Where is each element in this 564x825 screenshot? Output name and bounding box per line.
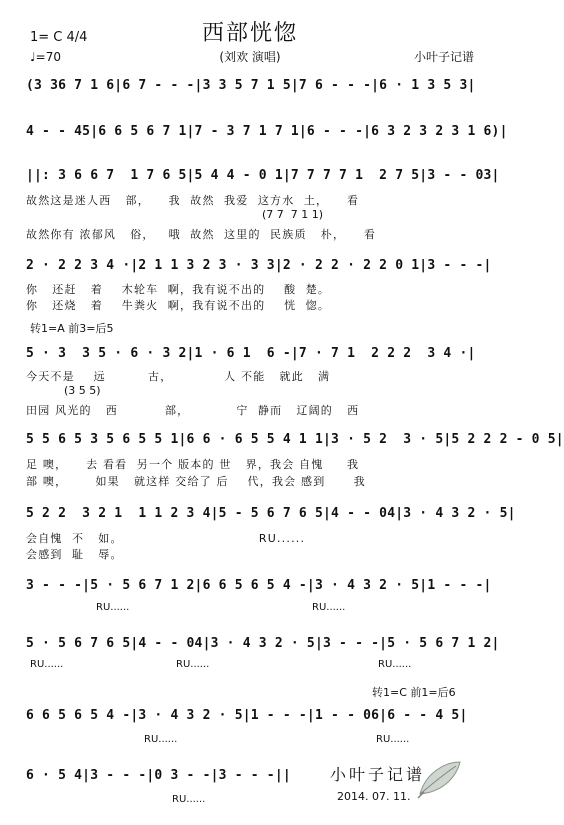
lyric-line: 会自愧 不 如。 RU...... <box>26 532 306 545</box>
vocal-ru: RU...... <box>376 734 410 745</box>
notation-line: (3 36 7 1 6|6 7 - - -|3 3 5 7 1 5|7 6 - - -|6 · 1 3 5 3| <box>26 78 476 93</box>
variant-note: (3 5 5) <box>64 384 101 397</box>
vocal-ru: RU...... <box>312 602 346 613</box>
transcription-date: 2014. 07. 11. <box>337 790 411 803</box>
lyric-line: 你 还赶 着 木轮车 啊，我有说不出的 酸 楚。 <box>26 283 331 296</box>
lyric-line: 你 还烧 着 牛粪火 啊，我有说不出的 恍 惚。 <box>26 299 331 312</box>
vocal-ru: RU...... <box>30 659 64 670</box>
notation-line: 5 · 3 3 5 · 6 · 3 2|1 · 6 1 6 -|7 · 7 1 2 2 2 3 4 ·| <box>26 346 476 361</box>
song-title: 西部恍惚 <box>201 21 298 46</box>
notation-line: 5 · 5 6 7 6 5|4 - - 04|3 · 4 3 2 · 5|3 - - -|5 · 5 6 7 1 2| <box>26 636 500 651</box>
notation-line: 4 - - 45|6 6 5 6 7 1|7 - 3 7 1 7 1|6 - - -|6 3 2 3 2 3 1 6)| <box>26 124 508 139</box>
lyric-line: 故然你有 浓郁风 俗， 哦 故然 这里的 民族质 朴， 看 <box>26 228 377 241</box>
vocal-ru: RU...... <box>176 659 210 670</box>
lyric-line: 足 噢， 去 看看 另一个 版本的 世 界，我会 自愧 我 <box>26 458 360 471</box>
notation-line: 5 5 6 5 3 5 6 5 5 1|6 6 · 6 5 5 4 1 1|3 · 5 2 3 · 5|5 2 2 2 - 0 5| <box>26 432 564 447</box>
performer-credit: (刘欢 演唱) <box>219 50 281 64</box>
notation-line: 5 2 2 3 2 1 1 1 2 3 4|5 - 5 6 7 6 5|4 - - 04|3 · 4 3 2 · 5| <box>26 506 516 521</box>
vocal-ru: RU...... <box>172 794 206 805</box>
notation-line: 3 - - -|5 · 5 6 7 1 2|6 6 5 6 5 4 -|3 · 4 3 2 · 5|1 - - -| <box>26 578 492 593</box>
lyric-line: 部 噢， 如果 就这样 交给了 后 代，我会 感到 我 <box>26 475 366 488</box>
tempo-marking: ♩=70 <box>30 50 61 64</box>
notation-line: 6 · 5 4|3 - - -|0 3 - -|3 - - -|| <box>26 768 291 783</box>
lyric-line: 今天不是 远 古， 人 不能 就此 满 <box>26 370 331 383</box>
variant-note: (7 7 7 1 1) <box>262 208 324 221</box>
transcriber-credit: 小叶子记谱 <box>413 50 474 64</box>
vocal-ru: RU...... <box>96 602 130 613</box>
modulation-note: 转1=C 前1=后6 <box>372 686 456 699</box>
lyric-line: 会感到 耻 辱。 <box>26 548 123 561</box>
notation-line: 2 · 2 2 3 4 ·|2 1 1 3 2 3 · 3 3|2 · 2 2 · 2 2 0 1|3 - - -| <box>26 258 492 273</box>
notation-line: 6 6 5 6 5 4 -|3 · 4 3 2 · 5|1 - - -|1 - - 06|6 - - 4 5| <box>26 708 468 723</box>
vocal-ru: RU...... <box>378 659 412 670</box>
leaf-icon <box>416 758 462 800</box>
modulation-note: 转1=A 前3=后5 <box>30 322 114 335</box>
signature: 小叶子记谱 <box>330 765 426 784</box>
vocal-ru: RU...... <box>144 734 178 745</box>
lyric-line: 故然这是迷人西 部， 我 故然 我爱 这方水 土， 看 <box>26 194 360 207</box>
key-signature: 1= C 4/4 <box>30 30 88 45</box>
lyric-line: 田园 风光的 西 部， 宁 静而 辽阔的 西 <box>26 404 360 417</box>
notation-line: ||: 3 6 6 7 1 7 6 5|5 4 4 - 0 1|7 7 7 7 1 2 7 5|3 - - 03| <box>26 168 500 183</box>
